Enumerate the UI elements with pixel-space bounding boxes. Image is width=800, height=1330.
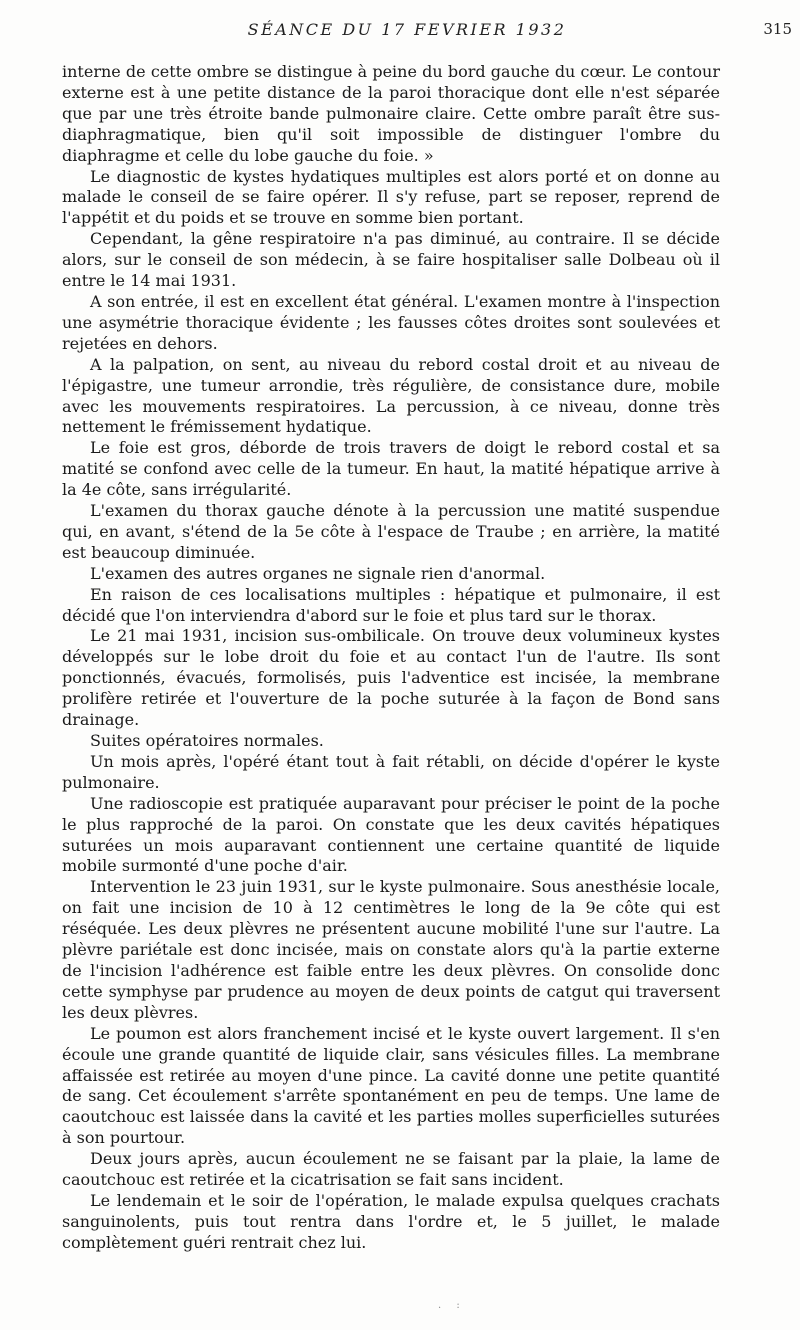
paragraph: Une radioscopie est pratiquée auparavant pour préciser le point de la poche le plus rapproché de la paroi. On constate que les deux cavités hépatiques suturées un mois auparavant contiennent une certaine quantité de liquide mobile surmonté d'une poche d'air. [62, 793, 720, 876]
paragraph: Le diagnostic de kystes hydatiques multiples est alors porté et on donne au malade le conseil de se faire opérer. Il s'y refuse, part se reposer, reprend de l'appétit et du poids et se trouve en somme bien portant. [62, 166, 720, 228]
page-number: 315 [763, 20, 792, 38]
paragraph: A son entrée, il est en excellent état général. L'examen montre à l'inspection une asymétrie thoracique évidente ; les fausses côtes droites sont soulevées et rejetées en dehors. [62, 291, 720, 353]
paragraph: Suites opératoires normales. [90, 731, 324, 750]
print-specks: . : [438, 1300, 466, 1311]
paragraph: Le poumon est alors franchement incisé et le kyste ouvert largement. Il s'en écoule une grande quantité de liquide clair, sans vésicules filles. La membrane affaissée est retirée au moyen d'une pince. La cavité donne une petite quantité de sang. Cet écoulement s'arrête spontanément en peu de temps. Une lame de caoutchouc est laissée dans la cavité et les parties molles superficielles suturées à son pourtour. [62, 1023, 720, 1148]
page-header [62, 20, 792, 44]
paragraph: Deux jours après, aucun écoulement ne se faisant par la plaie, la lame de caoutchouc est retirée et la cicatrisation se fait sans incident. [62, 1149, 720, 1190]
paragraph: interne de cette ombre se distingue à peine du bord gauche du cœur. Le contour externe est à une petite distance de la paroi thoracique dont elle n'est séparée que par une très étroite bande pulmonaire claire. Cette ombre paraît être sus-diaphragmatique, bien qu'il soit impossible de distinguer l'ombre du diaphragme et celle du lobe gauche du foie. » [62, 62, 720, 165]
paragraph: Le foie est gros, déborde de trois travers de doigt le rebord costal et sa matité se confond avec celle de la tumeur. En haut, la matité hépatique arrive à la 4e côte, sans irrégularité. [62, 438, 720, 500]
paragraph: Le 21 mai 1931, incision sus-ombilicale. On trouve deux volumineux kystes développés sur le lobe droit du foie et au contact l'un de l'autre. Ils sont ponctionnés, évacués, formolisés, puis l'adventice est incisée, la membrane prolifère retirée et l'ouverture de la poche suturée à la façon de Bond sans drainage. [62, 626, 720, 730]
paragraph: Intervention le 23 juin 1931, sur le kyste pulmonaire. Sous anesthésie locale, on fait une incision de 10 à 12 centimètres le long de la 9e côte qui est réséquée. Les deux plèvres ne présentent aucune mobilité l'une sur l'autre. La plèvre pariétale est donc incisée, mais on constate alors qu'à la partie externe de l'incision l'adhérence est faible entre les deux plèvres. On consolide donc cette symphyse par prudence au moyen de deux points de catgut qui traversent les deux plèvres. [62, 877, 720, 1022]
paragraph: A la palpation, on sent, au niveau du rebord costal droit et au niveau de l'épigastre, une tumeur arrondie, très régulière, de consistance dure, mobile avec les mouvements respiratoires. La percussion, à ce niveau, donne très nettement le frémissement hydatique. [62, 354, 720, 437]
paragraph: L'examen du thorax gauche dénote à la percussion une matité suspendue qui, en avant, s'étend de la 5e côte à l'espace de Traube ; en arrière, la matité est beaucoup diminuée. [62, 501, 720, 562]
paragraph: Un mois après, l'opéré étant tout à fait rétabli, on décide d'opérer le kyste pulmonaire. [62, 751, 720, 792]
paragraph: L'examen des autres organes ne signale rien d'anormal. [90, 563, 546, 583]
paragraph: Cependant, la gêne respiratoire n'a pas diminué, au contraire. Il se décide alors, sur le conseil de son médecin, à se faire hospitaliser salle Dolbeau où il entre le 14 mai 1931. [62, 229, 720, 291]
running-head: SÉANCE DU 17 FEVRIER 1932 [247, 20, 567, 39]
paragraph: En raison de ces localisations multiples : hépatique et pulmonaire, il est décidé que l'on interviendra d'abord sur le foie et plus tard sur le thorax. [62, 584, 720, 625]
body-text [62, 62, 720, 1254]
paragraph: Le lendemain et le soir de l'opération, le malade expulsa quelques crachats sanguinolents, puis tout rentra dans l'ordre et, le 5 juillet, le malade complètement guéri rentrait chez lui. [62, 1190, 720, 1252]
